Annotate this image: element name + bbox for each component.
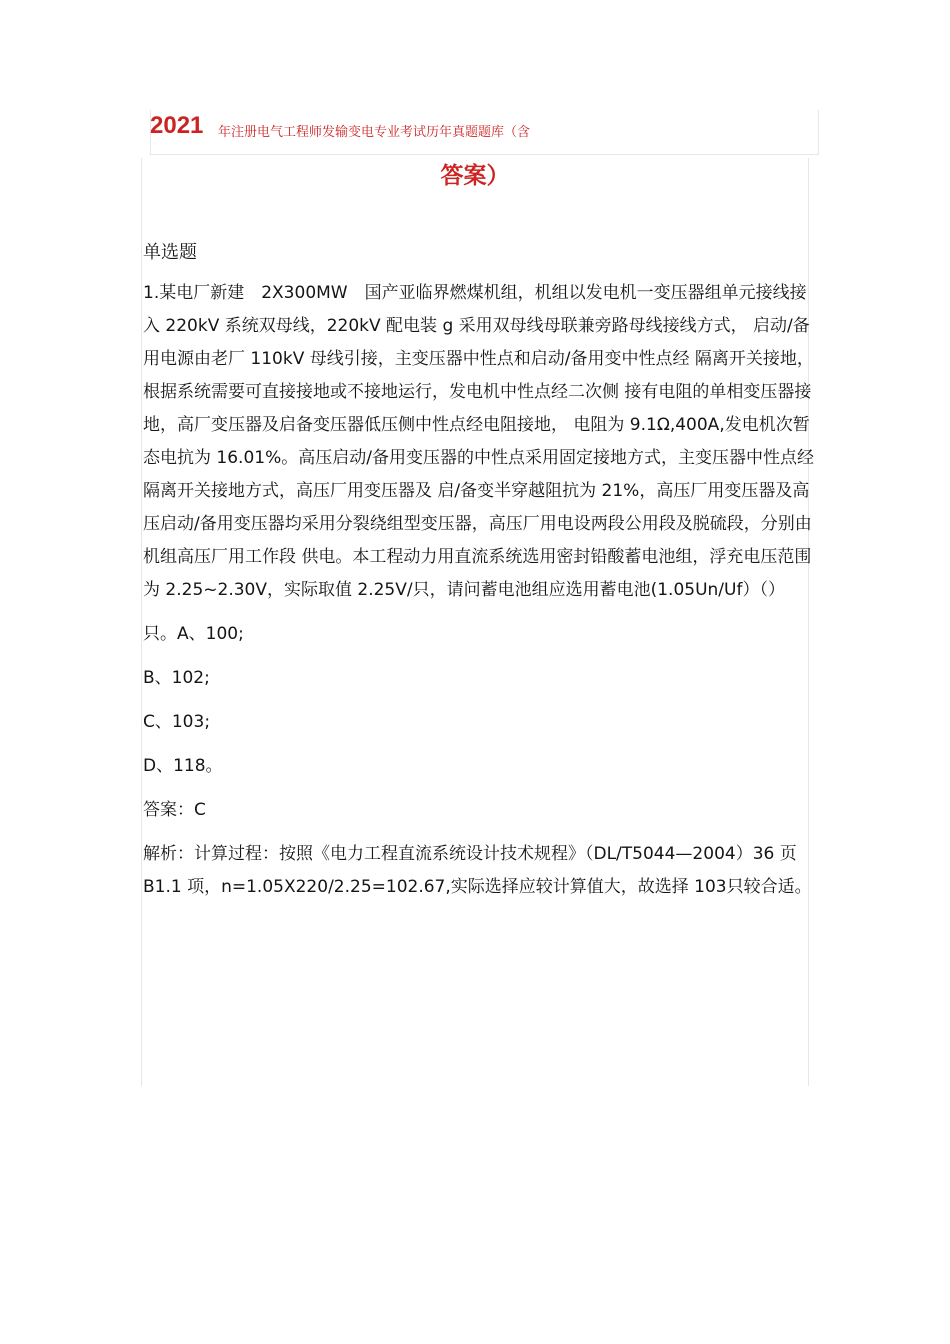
option-c: C、103; (143, 712, 211, 732)
title-year: 2021 (150, 112, 204, 139)
option-d: D、118。 (143, 756, 223, 776)
option-a: 只。A、100; (143, 624, 244, 644)
document-body (143, 236, 823, 904)
analysis-text: 解析：计算过程：按照《电力工程直流系统设计技术规程》（DL/T5044—2004）36 页 B1.1 项，n=1.05X220/2.25=102.67,实际选择应较计算值大，故选择 103只较合适。 (143, 844, 812, 897)
option-b: B、102; (143, 668, 210, 688)
question-text: 1.某电厂新建 2X300MW 国产亚临界燃煤机组，机组以发电机一变压器组单元接线接入 220kV 系统双母线，220kV 配电装 g 采用双母线母联兼旁路母线接线方式， 启动/备用电源由老厂 110kV 母线引接，主变压器中性点和启动/备用变中性点经 隔离开关接地，根据系统需要可直接接地或不接地运行，发电机中性点经二次侧 接有电阻的单相变压器接地，高厂变压器及启备变压器低压侧中性点经电阻接地， 电阻为 9.1Ω,400A,发电机次暂态电抗为 16.01%。高压启动/备用变压器的中性点采用固定接地方式，主变压器中性点经隔离开关接地方式，高压厂用变压器及 启/备变半穿越阻抗为 21%，高压厂用变压器及高压启动/备用变压器均采用分裂绕组型变压器，高压厂用电设两段公用段及脱硫段，分别由机组高压厂用工作段 供电。本工程动力用直流系统选用密封铅酸蓄电池组，浮充电压范围为 2.25~2.30V，实际取值 2.25V/只，请问蓄电池组应选用蓄电池(1.05Un/Uf）（） (143, 283, 814, 600)
section-title: 单选题 (143, 242, 197, 263)
title-text-line2: 答案） (440, 163, 510, 189)
title-text: 年注册电气工程师发输变电专业考试历年真题题库（含 (218, 125, 531, 140)
page-guide-left (141, 158, 142, 1086)
header-guide-bottom (150, 154, 819, 155)
answer-text: 答案：C (143, 800, 206, 820)
document-title (150, 112, 820, 152)
